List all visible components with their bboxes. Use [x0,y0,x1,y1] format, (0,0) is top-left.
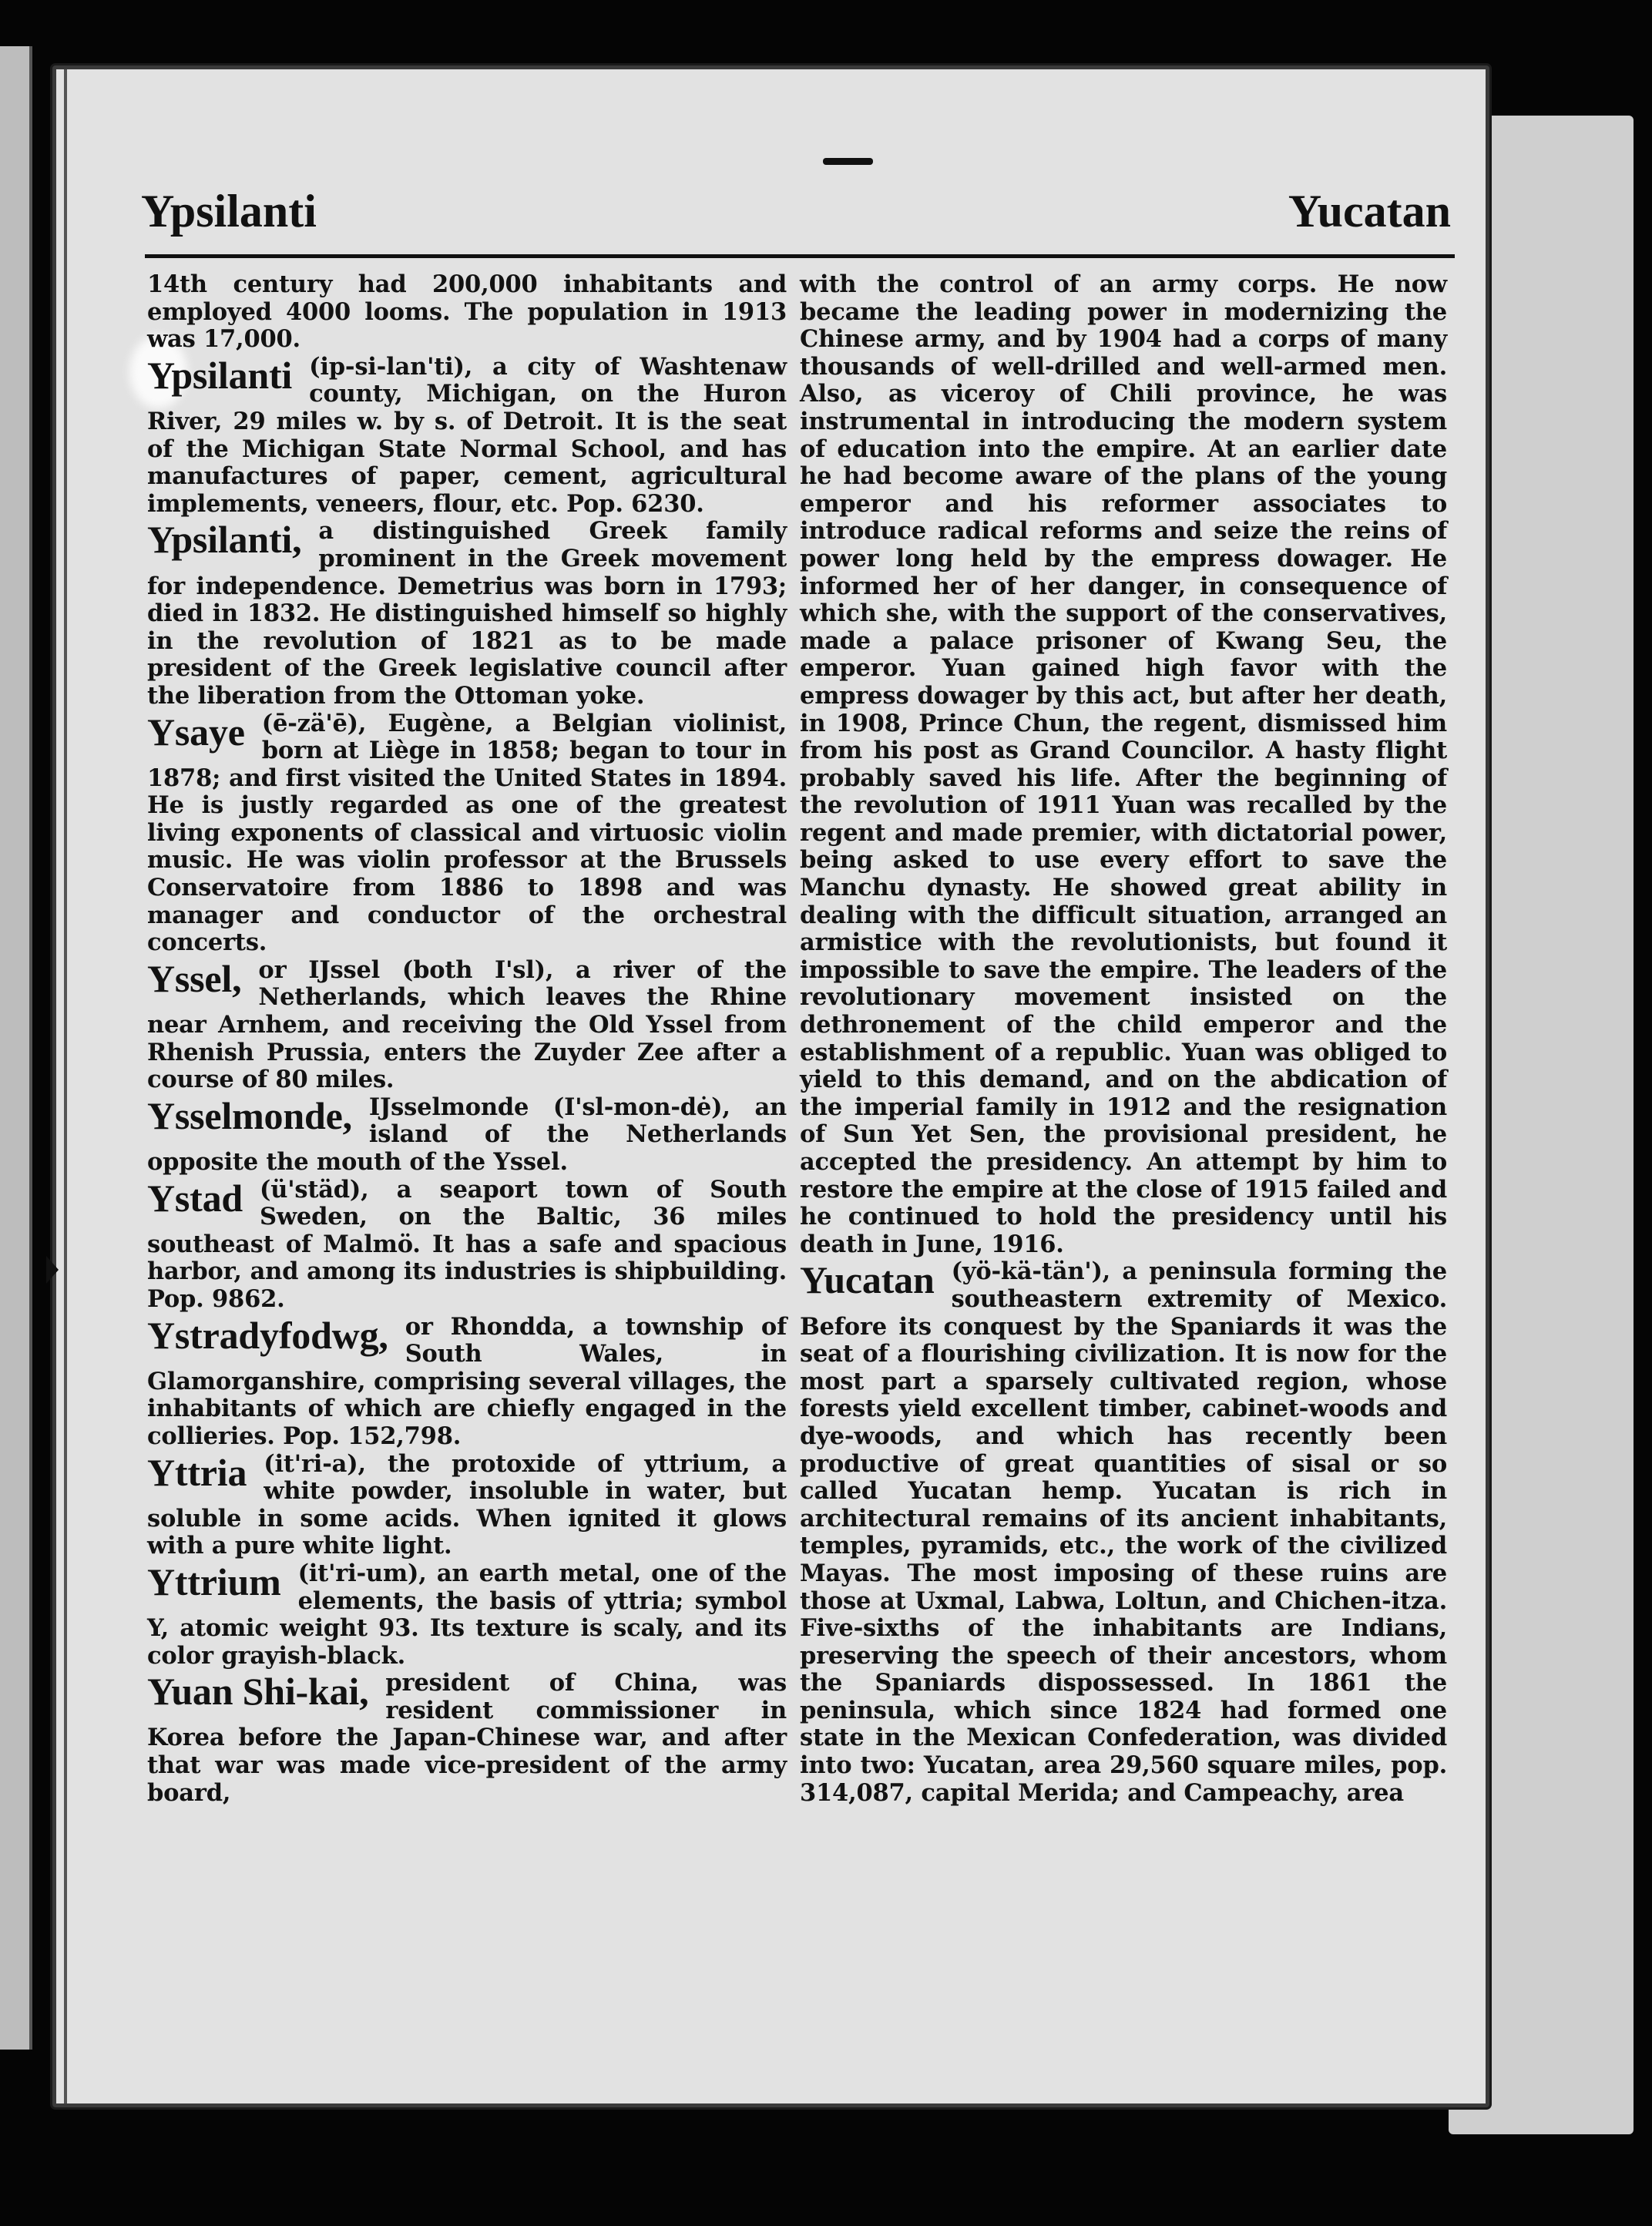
entry-ysselmonde [147,1094,787,1177]
book-spine-edge [0,46,32,2050]
entry-headword: Ystradyfodwg, [147,1313,388,1357]
entry-text: (yö-kä-tän'), a peninsula forming the southeastern extremity of Mexico. Before its conquest by the Spaniards it was the seat of a flourishing civilization. It is now for the most part a sparsely cultivated region, whose forests yield excellent timber, cabinet-woods and dye-woods, and which has recently been productive of great quantities of sisal or so called Yucatan hemp. Yucatan is rich in architectural remains of its ancient inhabitants, temples, pyramids, etc., the work of the civilized Mayas. The most imposing of these ruins are those at Uxmal, Labwa, Loltun, and Chichen-itza. Five-sixths of the inhabitants are Indians, preserving the speech of their ancestors, whom the Spaniards dispossessed. In 1861 the peninsula, which since 1824 had formed one state in the Mexican Confederation, was divided into two: Yucatan, area 29,560 square miles, pop. 314,087, capital Merida; and Campeachy, area [800,1257,1447,1807]
entry-text: or IJssel (both I'sl), a river of the Netherlands, which leaves the Rhine near Arnhem, and receiving the Old Yssel from Rhenish Prussia, enters the Zuyder Zee after a course of 80 miles. [147,955,787,1094]
header-rule [145,254,1455,258]
gutter-line [64,69,67,2103]
entry-yttria [147,1451,787,1560]
right-column [800,271,1447,1807]
entry-ypsilanti-city [147,354,787,519]
left-column [147,271,787,1807]
entry-headword: Ysaye [147,710,245,754]
entry-ypsilanti-family [147,518,787,710]
entry-yttrium [147,1560,787,1670]
entry-headword: Yucatan [800,1258,935,1302]
entry-text: a distinguished Greek family prominent in the Greek movement for independence. Demetrius was born in 1793; died in 1832. He distinguished himself so highly in the revolution of 1821 as to be made president of the Greek legislative council after the liberation from the Ottoman yoke. [147,517,787,710]
entry-headword: Yssel, [147,956,242,1000]
entry-headword: Ystad [147,1176,243,1220]
entry-text: or Rhondda, a township of South Wales, in Glamorganshire, comprising several villages, the inhabitants of which are chiefly engaged in the collieries. Pop. 152,798. [147,1312,787,1450]
entry-ystradyfodwg [147,1314,787,1451]
ink-mark [823,158,873,165]
entry-text: (ü'städ), a seaport town of South Sweden, on the Baltic, 36 miles southeast of Malmö. It has a safe and spacious harbor, and among its industries is shipbuilding. Pop. 9862. [147,1175,787,1313]
entry-text: (ē-zä'ē), Eugène, a Belgian violinist, born at Liège in 1858; began to tour in 1878; and first visited the United States in 1894. He is justly regarded as one of the greatest living exponents of classical and virtuosic violin music. He was violin professor at the Brussels Conservatoire from 1886 to 1898 and was manager and conductor of the orchestral concerts. [147,709,787,957]
entry-text: (it'ri-a), the protoxide of yttrium, a white powder, insoluble in water, but soluble in some acids. When ignited it glows with a pure white light. [147,1449,787,1560]
entry-headword: Ysselmonde, [147,1093,352,1137]
continuation-text: 14th century had 200,000 inhabitants and employed 4000 looms. The population in 1913 was 17,000. [147,270,787,354]
entry-text: president of China, was resident commissioner in Korea before the Japan-Chinese war, and after that war was made vice-president of the army board, [147,1669,787,1807]
entry-headword: Ypsilanti [147,353,293,397]
entry-text: (it'ri-um), an earth metal, one of the elements, the basis of yttria; symbol Y, atomic weight 93. Its texture is scaly, and its color grayish-black. [147,1559,787,1670]
entry-text: (ip-si-lan'ti), a city of Washtenaw county, Michigan, on the Huron River, 29 miles w. by s. of Detroit. It is the seat of the Michigan State Normal School, and has manufactures of paper, cement, agricultural implements, veneers, flour, etc. Pop. 6230. [147,352,787,518]
entry-ystad [147,1177,787,1314]
fold-mark-icon [46,1256,59,1284]
continuation-text: with the control of an army corps. He now became the leading power in modernizing the Chinese army, and by 1904 had a corps of many thousands of well-drilled and well-armed men. Also, as viceroy of Chili province, he was instrumental in introducing the modern system of education into the empire. At an earlier date he had become aware of the plans of the young emperor and his reformer associates to introduce radical reforms and seize the reins of power long held by the empress dowager. He informed her of her danger, in consequence of which she, with the support of the conservatives, made a palace prisoner of Kwang Seu, the emperor. Yuan gained high favor with the empress dowager by this act, but after her death, in 1908, Prince Chun, the regent, dismissed him from his post as Grand Councilor. A hasty flight probably saved his life. After the beginning of the revolution of 1911 Yuan was recalled by the regent and made premier, with dictatorial power, being asked to use every effort to save the Manchu dynasty. He showed great ability in dealing with the difficult situation, arranged an armistice with the revolutionists, but found it impossible to save the empire. The leaders of the revolutionary movement insisted on the dethronement of the child emperor and the establishment of a republic. Yuan was obliged to yield to this demand, and on the abdication of the imperial family in 1912 and the resignation of Sun Yet Sen, the provisional president, he accepted the presidency. An attempt by him to restore the empire at the close of 1915 failed and he continued to hold the presidency until his death in June, 1916. [800,270,1447,1258]
page [52,65,1489,2107]
entry-headword: Yuan Shi-kai, [147,1670,369,1714]
entry-headword: Ypsilanti, [147,518,302,562]
entry-yucatan [800,1258,1447,1807]
entry-headword: Yttrium [147,1560,281,1603]
running-head-right: Yucatan [1288,186,1451,237]
entry-yuan-shi-kai [147,1670,787,1807]
running-head-left: Ypsilanti [141,186,317,237]
entry-yssel [147,957,787,1094]
entry-headword: Yttria [147,1450,247,1494]
entry-text: IJsselmonde (I'sl-mon-dė), an island of the Netherlands opposite the mouth of the Yssel. [147,1093,787,1176]
entry-ysaye [147,710,787,957]
